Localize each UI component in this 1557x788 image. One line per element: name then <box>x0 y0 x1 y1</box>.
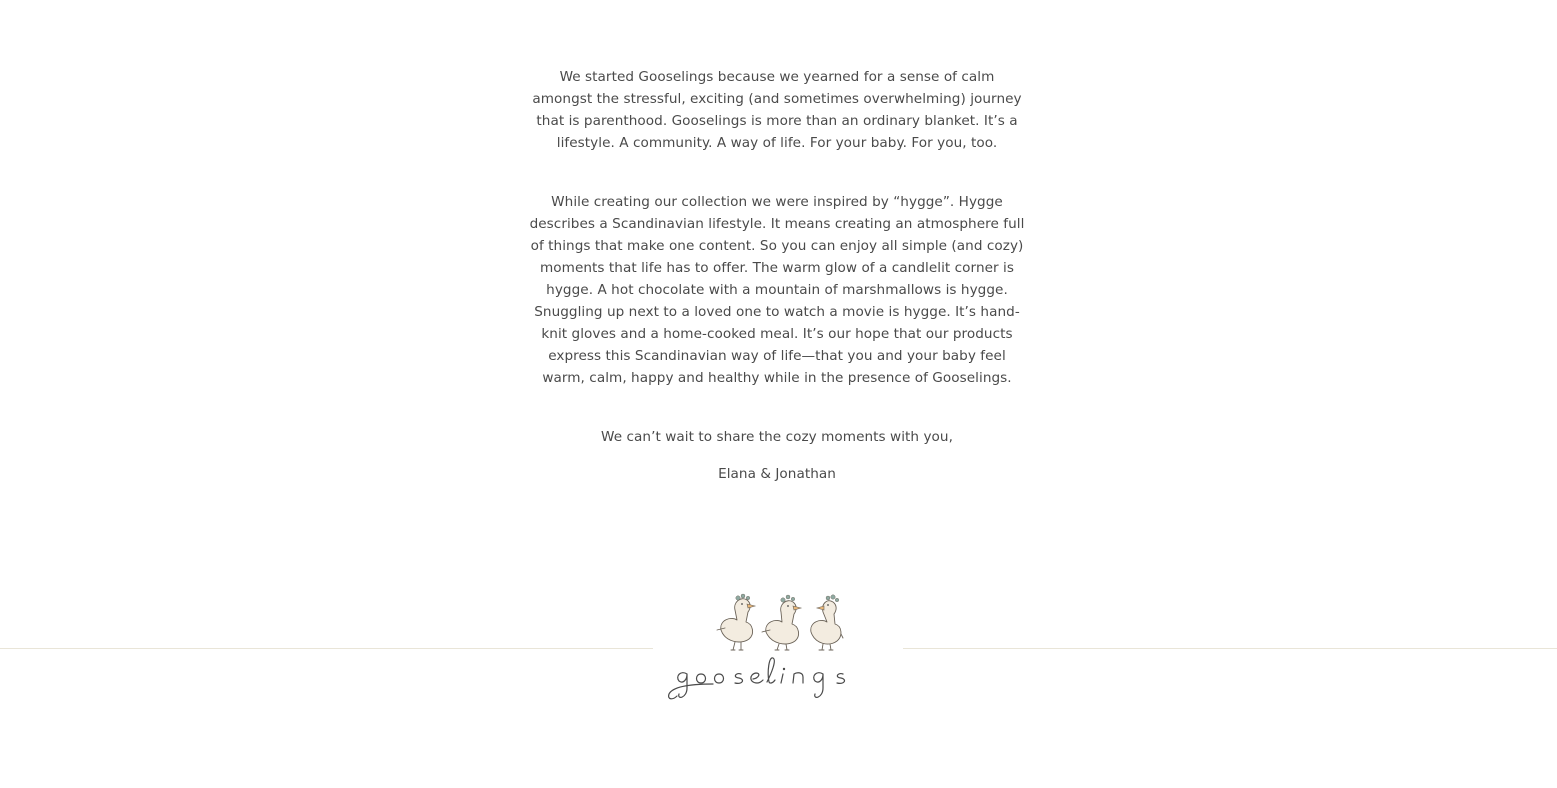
footer-divider-left <box>0 648 653 649</box>
story-closing: We can’t wait to share the cozy moments with you, <box>601 429 953 445</box>
three-ducklings-icon <box>711 590 845 652</box>
story-signature: Elana & Jonathan <box>718 466 836 482</box>
brand-story <box>528 66 1026 485</box>
story-paragraph-intro: We started Gooselings because we yearned for a sense of calm amongst the stressful, exciting (and sometimes overwhelming) journey that is parenthood. Gooselings is more than an ordinary blanket. It’s a lifestyle. A community. A way of life. For your baby. For you, too. <box>532 69 1022 151</box>
gooselings-wordmark <box>653 652 903 706</box>
gooselings-logo[interactable] <box>653 584 903 708</box>
footer-divider-right <box>903 648 1557 649</box>
story-paragraph-hygge: While creating our collection we were inspired by “hygge”. Hygge describes a Scandinavian lifestyle. It means creating an atmosphere full of things that make one content. So you can enjoy all simple (and cozy) moments that life has to offer. The warm glow of a candlelit corner is hygge. A hot chocolate with a mountain of marshmallows is hygge. Snuggling up next to a loved one to watch a movie is hygge. It’s hand-knit gloves and a home-cooked meal. It’s our hope that our products express this Scandinavian way of life—that you and your baby feel warm, calm, happy and healthy while in the presence of Gooselings. <box>529 194 1025 386</box>
